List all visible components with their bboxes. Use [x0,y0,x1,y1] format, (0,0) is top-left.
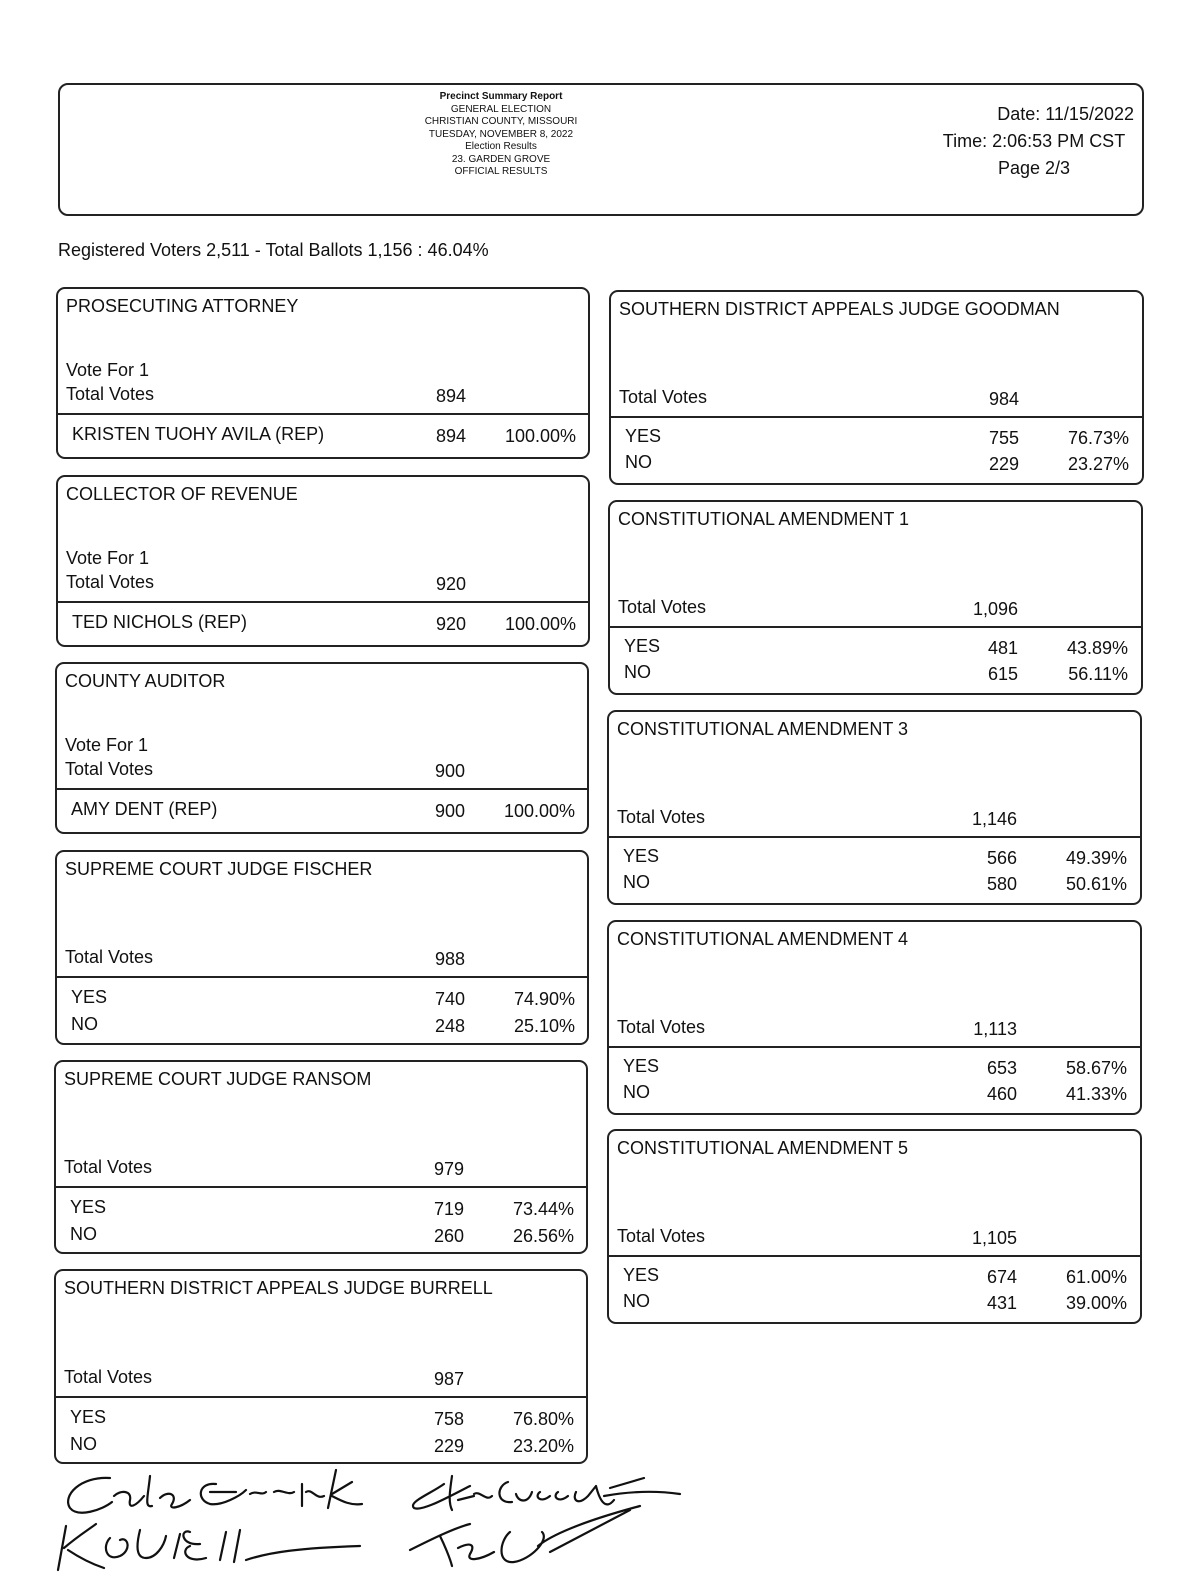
choice-percent: 100.00% [504,614,576,634]
choice-name: YES [623,846,660,866]
report-date: Date: 11/15/2022 [997,104,1134,124]
report-header [58,83,1144,216]
choice-name: NO [623,1291,650,1311]
total-votes-label: Total Votes [619,387,708,407]
choice-votes: 920 [435,614,466,634]
total-votes-value: 1,113 [973,1019,1017,1039]
choice-percent: 23.20% [512,1436,574,1456]
report-title-block [396,91,606,179]
race-southern-district-appeals-judge-burrell [54,1269,588,1464]
total-votes-value: 920 [435,574,466,594]
report-page: Page 2/3 [997,158,1071,178]
choice-votes: 615 [987,664,1018,684]
race-constitutional-amendment-4 [607,920,1142,1115]
registered-voters-summary: Registered Voters 2,511 - Total Ballots 1,156 : 46.04% [58,240,489,260]
race-title: SOUTHERN DISTRICT APPEALS JUDGE BURRELL [64,1278,493,1298]
choice-votes: 580 [986,874,1017,894]
choice-name: NO [70,1224,97,1244]
precinct-name: 23. GARDEN GROVE [451,153,551,165]
race-title: SOUTHERN DISTRICT APPEALS JUDGE GOODMAN [619,299,1060,319]
total-votes-value: 1,146 [971,809,1017,829]
total-votes-value: 984 [988,389,1019,409]
choice-name: YES [624,636,661,656]
choice-percent: 25.10% [513,1016,575,1036]
choice-name: TED NICHOLS (REP) [72,612,248,632]
choice-name: YES [625,426,662,446]
choice-percent: 23.27% [1067,454,1129,474]
total-votes-label: Total Votes [65,947,154,967]
total-votes-value: 988 [434,949,465,969]
choice-name: YES [623,1265,660,1285]
choice-votes: 900 [434,801,465,821]
total-votes-label: Total Votes [66,572,155,592]
total-votes-label: Total Votes [65,759,154,779]
total-votes-label: Total Votes [618,597,707,617]
divider [609,836,1140,838]
divider [57,788,587,790]
choice-percent: 41.33% [1065,1084,1127,1104]
race-title: CONSTITUTIONAL AMENDMENT 4 [617,929,909,949]
total-votes-label: Total Votes [617,1226,706,1246]
choice-votes: 740 [434,989,465,1009]
race-title: SUPREME COURT JUDGE RANSOM [64,1069,372,1089]
divider [58,413,588,415]
choice-name: NO [623,872,650,892]
choice-percent: 26.56% [512,1226,574,1246]
race-constitutional-amendment-3 [607,710,1142,905]
race-title: SUPREME COURT JUDGE FISCHER [65,859,373,879]
choice-name: YES [70,1197,107,1217]
race-title: CONSTITUTIONAL AMENDMENT 5 [617,1138,909,1158]
choice-votes: 894 [435,426,466,446]
total-votes-value: 1,105 [971,1228,1017,1248]
divider [609,1255,1140,1257]
divider [609,1046,1140,1048]
choice-name: NO [624,662,651,682]
choice-percent: 56.11% [1068,664,1128,684]
choice-name: YES [71,987,108,1007]
choice-name: NO [70,1434,97,1454]
race-title: CONSTITUTIONAL AMENDMENT 1 [618,509,910,529]
choice-votes: 229 [433,1436,464,1456]
choice-votes: 755 [988,428,1019,448]
election-date: TUESDAY, NOVEMBER 8, 2022 [428,128,574,140]
race-title: COLLECTOR OF REVENUE [66,484,298,504]
official-label: OFFICIAL RESULTS [454,166,548,177]
signature-left [40,1466,380,1574]
race-supreme-court-judge-ransom [54,1060,588,1254]
total-votes-label: Total Votes [66,384,155,404]
race-title: PROSECUTING ATTORNEY [66,296,299,316]
total-votes-label: Total Votes [617,1017,706,1037]
vote-for-label: Vote For 1 [65,735,149,755]
county-name: CHRISTIAN COUNTY, MISSOURI [424,116,578,127]
choice-percent: 39.00% [1065,1293,1127,1313]
vote-for-label: Vote For 1 [66,360,150,380]
choice-votes: 481 [987,638,1018,658]
choice-votes: 460 [986,1084,1017,1104]
total-votes-value: 900 [434,761,465,781]
choice-name: KRISTEN TUOHY AVILA (REP) [72,424,325,444]
race-collector-of-revenue [56,475,590,647]
choice-percent: 73.44% [512,1199,574,1219]
choice-percent: 49.39% [1065,848,1127,868]
total-votes-label: Total Votes [64,1157,153,1177]
choice-votes: 260 [433,1226,464,1246]
choice-name: NO [71,1014,98,1034]
choice-name: YES [70,1407,107,1427]
race-constitutional-amendment-5 [607,1129,1142,1324]
choice-name: YES [623,1056,660,1076]
total-votes-label: Total Votes [617,807,706,827]
choice-name: AMY DENT (REP) [71,799,218,819]
choice-votes: 674 [986,1267,1017,1287]
divider [610,626,1141,628]
report-time: Time: 2:06:53 PM CST [942,131,1126,151]
choice-name: NO [623,1082,650,1102]
choice-percent: 58.67% [1065,1058,1127,1078]
divider [58,601,588,603]
divider [611,416,1142,418]
choice-percent: 43.89% [1066,638,1128,658]
race-southern-district-appeals-judge-goodman [609,290,1144,485]
choice-votes: 653 [986,1058,1017,1078]
race-title: CONSTITUTIONAL AMENDMENT 3 [617,719,909,739]
election-name: GENERAL ELECTION [450,103,552,115]
race-title: COUNTY AUDITOR [65,671,226,691]
vote-for-label: Vote For 1 [66,548,150,568]
report-title: Precinct Summary Report [439,91,563,102]
signature-right [400,1466,700,1574]
choice-percent: 76.73% [1067,428,1129,448]
choice-percent: 100.00% [504,426,576,446]
divider [57,976,587,978]
race-county-auditor [55,662,589,834]
choice-votes: 566 [986,848,1017,868]
total-votes-value: 1,096 [972,599,1018,619]
choice-name: NO [625,452,652,472]
report-meta [934,101,1134,182]
results-label: Election Results [465,141,537,152]
divider [56,1396,586,1398]
total-votes-value: 979 [433,1159,464,1179]
total-votes-value: 894 [435,386,466,406]
race-supreme-court-judge-fischer [55,850,589,1045]
total-votes-label: Total Votes [64,1367,153,1387]
divider [56,1186,586,1188]
total-votes-value: 987 [433,1369,464,1389]
choice-percent: 61.00% [1065,1267,1127,1287]
choice-percent: 76.80% [512,1409,574,1429]
choice-percent: 100.00% [503,801,575,821]
choice-votes: 229 [988,454,1019,474]
choice-votes: 431 [986,1293,1017,1313]
race-constitutional-amendment-1 [608,500,1143,695]
choice-percent: 74.90% [513,989,575,1009]
choice-votes: 758 [433,1409,464,1429]
choice-votes: 719 [433,1199,464,1219]
race-prosecuting-attorney [56,287,590,459]
choice-votes: 248 [434,1016,465,1036]
choice-percent: 50.61% [1065,874,1127,894]
